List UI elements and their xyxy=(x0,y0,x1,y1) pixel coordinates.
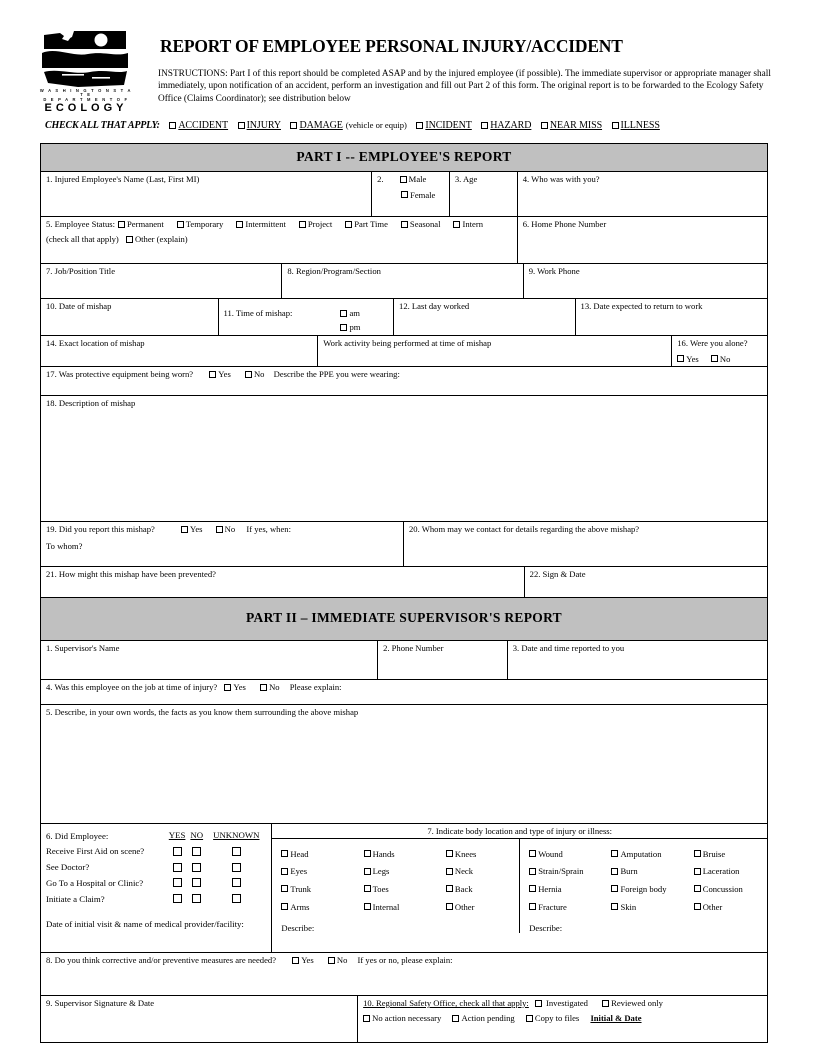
checkbox-bruise[interactable]: Bruise xyxy=(694,845,767,863)
field-corrective-measures[interactable]: 8. Do you think corrective and/or preventive measures are needed? Yes No If yes or no, please explain: xyxy=(46,955,453,965)
injury-type-group xyxy=(520,839,767,933)
part2-row-1 xyxy=(41,641,767,680)
field-supervisor-phone[interactable]: 2. Phone Number xyxy=(378,641,508,679)
field-injury-location-type xyxy=(272,824,767,952)
checkbox-head[interactable]: Head xyxy=(281,845,354,863)
body-location-column-3 xyxy=(437,845,519,915)
page-title: REPORT OF EMPLOYEE PERSONAL INJURY/ACCIDENT xyxy=(160,36,623,56)
describe-injury-type[interactable]: Describe: xyxy=(529,923,563,934)
field-gender[interactable]: 2. Male Female xyxy=(372,172,450,216)
checkbox-corrective-no[interactable]: No xyxy=(328,955,348,965)
checkbox-ppe-yes[interactable]: Yes xyxy=(209,369,231,379)
checkbox-see-doctor-unknown[interactable] xyxy=(205,860,267,876)
row-label-see-doctor: See Doctor? xyxy=(46,862,90,873)
checkbox-neck[interactable]: Neck xyxy=(446,863,519,881)
checkbox-concussion[interactable]: Concussion xyxy=(694,880,767,898)
column-yes: YES xyxy=(168,830,186,840)
part1-row-6 xyxy=(41,367,767,396)
checkbox-ppe-no[interactable]: No xyxy=(245,369,265,379)
checkbox-back[interactable]: Back xyxy=(446,880,519,898)
checkbox-hernia[interactable]: Hernia xyxy=(529,880,602,898)
checkbox-part-time[interactable]: Part Time xyxy=(345,219,388,229)
part2-row-5 xyxy=(41,953,767,996)
field-regional-safety-office[interactable] xyxy=(358,996,767,1042)
checkbox-incident[interactable]: INCIDENT xyxy=(416,120,471,131)
field-time-of-mishap[interactable]: 11. Time of mishap: am pm xyxy=(219,299,395,335)
describe-body-location[interactable]: Describe: xyxy=(281,923,315,934)
row-label-first-aid: Receive First Aid on scene? xyxy=(46,846,145,857)
checkbox-hazard[interactable]: HAZARD xyxy=(481,120,531,131)
field-exact-location-of-mishap[interactable]: 14. Exact location of mishap xyxy=(41,336,318,366)
field-injured-employee-name[interactable]: 1. Injured Employee's Name (Last, First MI) xyxy=(41,172,372,216)
body-location-group xyxy=(272,839,520,933)
field-supervisor-name[interactable]: 1. Supervisor's Name xyxy=(41,641,378,679)
checkbox-female[interactable]: Female xyxy=(401,190,445,200)
checkbox-reviewed-only[interactable]: Reviewed only xyxy=(602,998,663,1008)
checkbox-near-miss[interactable]: NEAR MISS xyxy=(541,120,602,131)
washington-state-outline-icon xyxy=(38,27,134,89)
checkbox-action-pending[interactable]: Action pending xyxy=(452,1013,514,1023)
checkbox-wound[interactable]: Wound xyxy=(529,845,602,863)
body-location-column-1 xyxy=(272,845,354,915)
part2-row-6 xyxy=(41,996,767,1042)
table-row xyxy=(46,875,267,891)
checkbox-arms[interactable]: Arms xyxy=(281,898,354,916)
checkbox-near-miss-box[interactable] xyxy=(541,122,548,129)
instructions-text: INSTRUCTIONS: Part I of this report should be completed ASAP and by the injured employee (if possible). The immediate supervisor or appropriate manager shall immediately, upon notification of an accident, perform an investigation and fill out Part 2 of this form. The original report is to be forwarded to the Ecology Safety Office (Claims Coordinator); see distribution below xyxy=(158,69,771,104)
checkbox-hands[interactable]: Hands xyxy=(364,845,437,863)
regional-safety-office-label: 10. Regional Safety Office, check all that apply: xyxy=(363,998,529,1008)
checkbox-investigated[interactable]: Investigated xyxy=(535,998,588,1008)
checkbox-hospital-yes[interactable] xyxy=(166,875,188,891)
field-age[interactable]: 3. Age xyxy=(450,172,518,216)
column-no: NO xyxy=(190,830,204,840)
document-header xyxy=(0,0,816,112)
checkbox-knees[interactable]: Knees xyxy=(446,845,519,863)
did-employee-header-row xyxy=(46,828,267,844)
checkbox-claim-unknown[interactable] xyxy=(205,891,267,907)
checkbox-intermittent[interactable]: Intermittent xyxy=(236,219,286,229)
checkbox-project[interactable]: Project xyxy=(299,219,332,229)
checkbox-copy-to-files[interactable]: Copy to files xyxy=(526,1013,579,1023)
field-initial-visit-provider[interactable]: Date of initial visit & name of medical provider/facility: xyxy=(46,918,244,929)
part1-row-4 xyxy=(41,299,767,336)
checkbox-male[interactable]: Male xyxy=(400,174,427,184)
checkbox-injury[interactable]: INJURY xyxy=(238,120,281,131)
field-to-whom[interactable]: To whom? xyxy=(46,541,83,551)
ecology-logo xyxy=(38,27,134,115)
checkbox-trunk[interactable]: Trunk xyxy=(281,880,354,898)
checkbox-foreign-body[interactable]: Foreign body xyxy=(611,880,684,898)
checkbox-accident-box[interactable] xyxy=(169,122,176,129)
logo-line-1: W A S H I N G T O N S T A T E xyxy=(39,88,133,98)
checkbox-body-other[interactable]: Other xyxy=(446,898,519,916)
checkbox-temporary[interactable]: Temporary xyxy=(177,219,224,229)
field-last-day-worked[interactable]: 12. Last day worked xyxy=(394,299,576,335)
part2-row-4 xyxy=(41,824,767,953)
table-row xyxy=(46,860,267,876)
part1-row-3 xyxy=(41,264,767,299)
field-did-you-report[interactable]: 19. Did you report this mishap? Yes No If yes, when: To whom? xyxy=(41,522,404,566)
checkbox-claim-yes[interactable] xyxy=(166,891,188,907)
checkbox-hospital-no[interactable] xyxy=(188,875,205,891)
damage-note: (vehicle or equip) xyxy=(345,120,407,130)
form-table xyxy=(40,143,768,1043)
checkbox-legs[interactable]: Legs xyxy=(364,863,437,881)
field-job-position-title[interactable]: 7. Job/Position Title xyxy=(41,264,282,298)
checkbox-see-doctor-yes[interactable] xyxy=(166,860,188,876)
field-supervisor-signature-date[interactable]: 9. Supervisor Signature & Date xyxy=(41,996,358,1042)
field-date-of-mishap[interactable]: 10. Date of mishap xyxy=(41,299,219,335)
part2-row-2 xyxy=(41,680,767,705)
injury-type-column-3 xyxy=(685,845,767,915)
checkbox-first-aid-unknown[interactable] xyxy=(205,844,267,860)
field-work-activity[interactable]: Work activity being performed at time of mishap xyxy=(318,336,672,366)
injury-type-column-1 xyxy=(520,845,602,915)
field-on-job-at-time[interactable]: 4. Was this employee on the job at time of injury? Yes No Please explain: xyxy=(46,682,342,692)
field-date-time-reported[interactable]: 3. Date and time reported to you xyxy=(512,643,625,653)
did-employee-matrix xyxy=(46,828,267,907)
checkbox-am[interactable]: am xyxy=(340,308,360,318)
employee-status-sub-label: (check all that apply) xyxy=(46,234,119,244)
column-unknown: UNKNOWN xyxy=(213,830,260,840)
field-date-expected-return[interactable]: 13. Date expected to return to work xyxy=(580,301,703,311)
injury-section-title: 7. Indicate body location and type of injury or illness: xyxy=(272,824,767,839)
part1-row-7 xyxy=(41,396,767,522)
field-who-was-with-you[interactable]: 4. Who was with you? xyxy=(522,174,600,184)
part2-heading: PART II – IMMEDIATE SUPERVISOR'S REPORT xyxy=(41,598,767,641)
checkbox-fracture[interactable]: Fracture xyxy=(529,898,602,916)
checkbox-illness-box[interactable] xyxy=(612,122,619,129)
field-initial-and-date[interactable]: Initial & Date xyxy=(590,1013,642,1023)
checkbox-pm[interactable]: pm xyxy=(340,322,360,332)
checkbox-damage[interactable]: DAMAGE xyxy=(290,120,342,131)
checkbox-hospital-unknown[interactable] xyxy=(205,875,267,891)
part1-row-9 xyxy=(41,567,767,598)
checkbox-skin[interactable]: Skin xyxy=(611,898,684,916)
checkbox-report-yes[interactable]: Yes xyxy=(181,524,203,534)
row-label-hospital-clinic: Go To a Hospital or Clinic? xyxy=(46,877,144,888)
check-all-label: CHECK ALL THAT APPLY: xyxy=(45,120,160,131)
checkbox-see-doctor-no[interactable] xyxy=(188,860,205,876)
checkbox-internal[interactable]: Internal xyxy=(364,898,437,916)
checkbox-hazard-box[interactable] xyxy=(481,122,488,129)
injury-type-column-2 xyxy=(602,845,684,915)
field-employee-status[interactable] xyxy=(41,217,518,263)
field-sign-and-date[interactable]: 22. Sign & Date xyxy=(529,569,586,579)
logo-line-2: D E P A R T M E N T O F xyxy=(43,96,129,102)
field-whom-may-we-contact[interactable]: 20. Whom may we contact for details regarding the above mishap? xyxy=(409,524,640,534)
checkbox-intern[interactable]: Intern xyxy=(453,219,483,229)
checkbox-accident[interactable]: ACCIDENT xyxy=(169,120,228,131)
checkbox-amputation[interactable]: Amputation xyxy=(611,845,684,863)
checkbox-onjob-yes[interactable]: Yes xyxy=(224,682,246,692)
checkbox-claim-no[interactable] xyxy=(188,891,205,907)
checkbox-other-status[interactable]: Other (explain) xyxy=(126,234,188,244)
table-row xyxy=(46,891,267,907)
field-supervisor-description[interactable]: 5. Describe, in your own words, the facts as you know them surrounding the above mishap xyxy=(46,707,359,717)
field-region-program-section[interactable]: 8. Region/Program/Section xyxy=(282,264,523,298)
part1-heading: PART I -- EMPLOYEE'S REPORT xyxy=(41,144,767,172)
checkbox-injury-other[interactable]: Other xyxy=(694,898,767,916)
logo-line-3: ECOLOGY xyxy=(44,101,128,114)
part2-row-3 xyxy=(41,705,767,824)
field-description-of-mishap[interactable]: 18. Description of mishap xyxy=(46,398,136,408)
checkbox-seasonal[interactable]: Seasonal xyxy=(401,219,441,229)
checkbox-no-action-necessary[interactable]: No action necessary xyxy=(363,1013,441,1023)
checkbox-damage-box[interactable] xyxy=(290,122,297,129)
field-protective-equipment[interactable]: 17. Was protective equipment being worn? Yes No Describe the PPE you were wearing: xyxy=(46,369,400,379)
checkbox-first-aid-yes[interactable] xyxy=(166,844,188,860)
checkbox-first-aid-no[interactable] xyxy=(188,844,205,860)
part1-row-5 xyxy=(41,336,767,367)
part1-row-1 xyxy=(41,172,767,217)
checkbox-alone-yes[interactable]: Yes xyxy=(677,354,699,364)
body-location-column-2 xyxy=(355,845,437,915)
checkbox-incident-box[interactable] xyxy=(416,122,423,129)
field-how-prevented[interactable]: 21. How might this mishap have been prevented? xyxy=(41,567,525,597)
checkbox-corrective-yes[interactable]: Yes xyxy=(292,955,314,965)
row-label-initiate-claim: Initiate a Claim? xyxy=(46,893,105,904)
checkbox-injury-box[interactable] xyxy=(238,122,245,129)
checkbox-strain-sprain[interactable]: Strain/Sprain xyxy=(529,863,602,881)
checkbox-permanent[interactable]: Permanent xyxy=(118,219,164,229)
part1-row-2 xyxy=(41,217,767,264)
checkbox-eyes[interactable]: Eyes xyxy=(281,863,354,881)
field-did-employee-table xyxy=(41,824,272,952)
checkbox-report-no[interactable]: No xyxy=(216,524,236,534)
field-work-phone[interactable]: 9. Work Phone xyxy=(528,266,580,276)
did-employee-label: 6. Did Employee: xyxy=(46,830,109,841)
checkbox-alone-no[interactable]: No xyxy=(711,354,731,364)
checkbox-onjob-no[interactable]: No xyxy=(260,682,280,692)
checkbox-laceration[interactable]: Laceration xyxy=(694,863,767,881)
checkbox-toes[interactable]: Toes xyxy=(364,880,437,898)
checkbox-illness[interactable]: ILLNESS xyxy=(612,120,660,131)
checkbox-burn[interactable]: Burn xyxy=(611,863,684,881)
part1-row-8 xyxy=(41,522,767,567)
employee-status-label: 5. Employee Status: xyxy=(46,219,115,229)
table-row xyxy=(46,844,267,860)
field-were-you-alone[interactable]: 16. Were you alone? Yes No xyxy=(677,338,748,364)
check-all-that-apply-row xyxy=(45,120,785,131)
field-home-phone-number[interactable]: 6. Home Phone Number xyxy=(522,219,607,229)
